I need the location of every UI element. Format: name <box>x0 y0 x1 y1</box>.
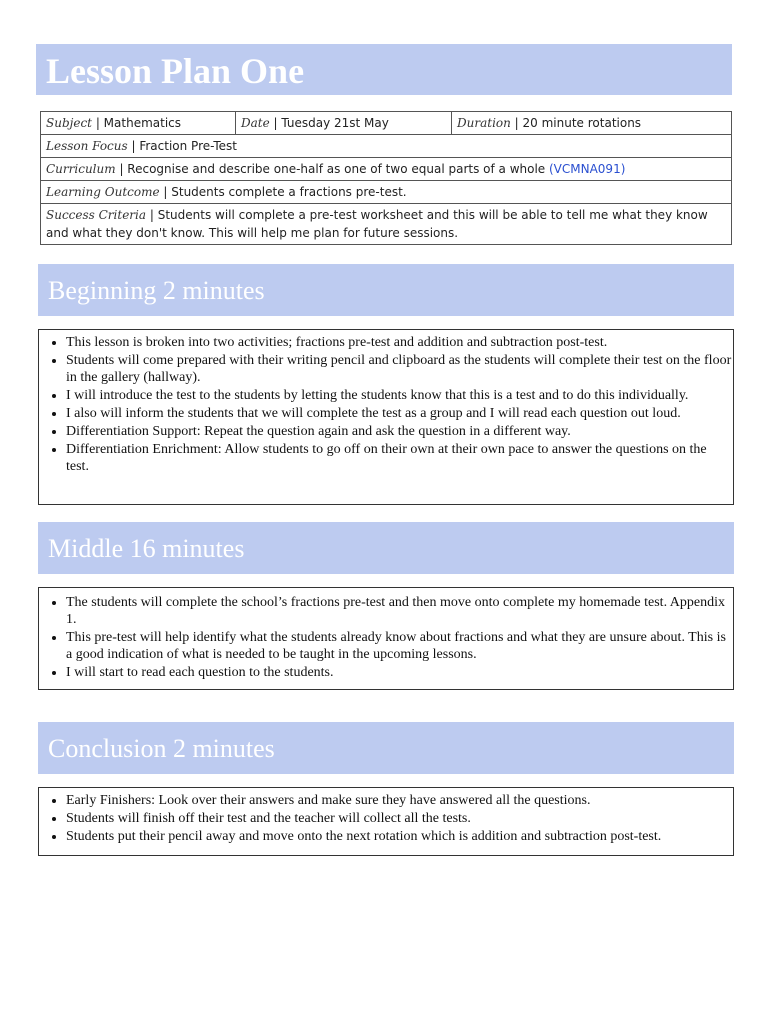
middle-box <box>38 587 734 690</box>
info-row-criteria <box>41 204 732 245</box>
list-item: • This pre-test will help identify what the students already know about fractions and what they are unsure about. This is a good indication of what is needed to be taught in the upcoming lessons. <box>66 629 733 663</box>
date-label: Date <box>241 116 270 130</box>
info-row-curriculum <box>41 158 732 181</box>
list-item: • Differentiation Support: Repeat the question again and ask the question in a different way. <box>66 423 733 440</box>
date-cell <box>236 112 452 135</box>
curriculum-cell <box>41 158 732 181</box>
list-item: • Students will finish off their test and the teacher will collect all the tests. <box>66 810 733 827</box>
middle-list <box>39 594 733 681</box>
curriculum-code-link[interactable]: (VCMNA091) <box>548 162 626 176</box>
subject-cell <box>41 112 236 135</box>
beginning-list <box>39 334 733 475</box>
list-item: • I will introduce the test to the students by letting the students know that this is a test and to do this individually. <box>66 387 733 404</box>
conclusion-box <box>38 787 734 856</box>
duration-value: | 20 minute rotations <box>510 116 642 130</box>
duration-cell <box>452 112 732 135</box>
curriculum-label: Curriculum <box>46 162 116 176</box>
middle-heading: Middle 16 minutes <box>38 522 734 574</box>
list-item: • Students will come prepared with their writing pencil and clipboard as the students will complete their test on the floor in the gallery (hallway). <box>66 352 733 386</box>
subject-value: | Mathematics <box>92 116 182 130</box>
focus-label: Lesson Focus <box>46 139 128 153</box>
list-item: • Differentiation Enrichment: Allow students to go off on their own at their own pace to answer the questions on the test. <box>66 441 733 475</box>
duration-label: Duration <box>457 116 511 130</box>
lesson-info-table <box>40 111 732 245</box>
focus-cell <box>41 135 732 158</box>
criteria-label: Success Criteria <box>46 208 147 222</box>
outcome-label: Learning Outcome <box>46 185 160 199</box>
focus-value: | Fraction Pre-Test <box>127 139 237 153</box>
date-value: | Tuesday 21st May <box>269 116 389 130</box>
info-row-subject <box>41 112 732 135</box>
beginning-box <box>38 329 734 505</box>
info-row-outcome <box>41 181 732 204</box>
list-item: • I will start to read each question to the students. <box>66 664 733 681</box>
beginning-heading: Beginning 2 minutes <box>38 264 734 316</box>
subject-label: Subject <box>46 116 92 130</box>
list-item: • I also will inform the students that we will complete the test as a group and I will read each question out loud. <box>66 405 733 422</box>
curriculum-value: | Recognise and describe one-half as one of two equal parts of a whole <box>115 162 549 176</box>
page-title: Lesson Plan One <box>36 44 732 95</box>
outcome-cell <box>41 181 732 204</box>
conclusion-heading: Conclusion 2 minutes <box>38 722 734 774</box>
outcome-value: | Students complete a fractions pre-test. <box>159 185 407 199</box>
list-item: • Students put their pencil away and move onto the next rotation which is addition and subtraction post-test. <box>66 828 733 845</box>
conclusion-list <box>39 792 733 845</box>
criteria-cell <box>41 204 732 245</box>
list-item: • This lesson is broken into two activities; fractions pre-test and addition and subtraction post-test. <box>66 334 733 351</box>
list-item: • The students will complete the school’s fractions pre-test and then move onto complete my homemade test. Appendix 1. <box>66 594 733 628</box>
list-item: • Early Finishers: Look over their answers and make sure they have answered all the questions. <box>66 792 733 809</box>
criteria-value: | Students will complete a pre-test worksheet and this will be able to tell me what they know and what they don't know. This will help me plan for future sessions. <box>46 208 708 240</box>
info-row-focus <box>41 135 732 158</box>
